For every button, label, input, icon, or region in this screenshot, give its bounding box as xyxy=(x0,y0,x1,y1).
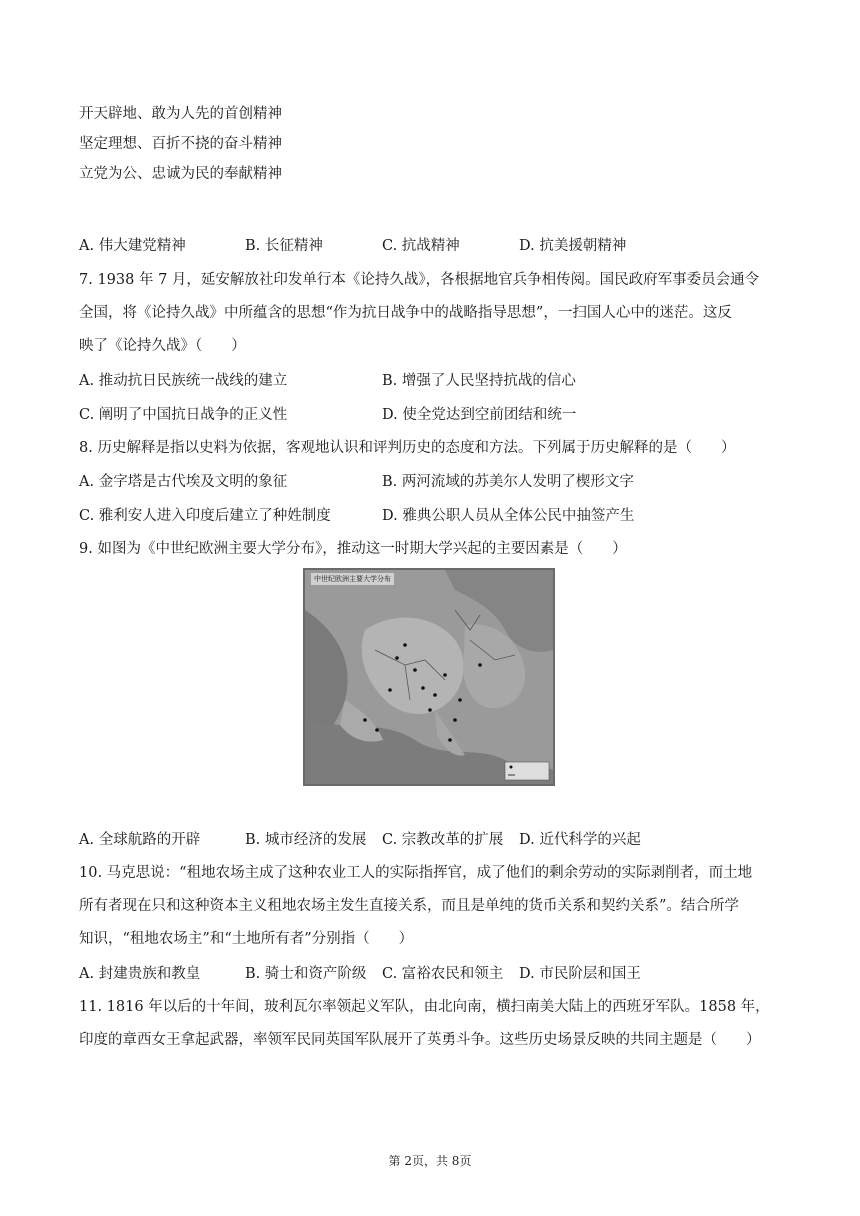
q8-option-a: A. 金字塔是古代埃及文明的象征 xyxy=(79,474,288,490)
q8-stem: 8. 历史解释是指以史料为依据，客观地认识和评判历史的态度和方法。下列属于历史解释的是（ ） xyxy=(79,440,736,456)
spirit-line-2: 坚定理想、百折不挠的奋斗精神 xyxy=(79,136,282,152)
q7-option-c: C. 阐明了中国抗日战争的正义性 xyxy=(79,407,288,423)
q9-option-a: A. 全球航路的开辟 xyxy=(79,832,201,848)
q7-stem-line-3: 映了《论持久战》（ ） xyxy=(79,338,246,354)
q7-option-a: A. 推动抗日民族统一战线的建立 xyxy=(79,373,288,389)
q7-option-b: B. 增强了人民坚持抗战的信心 xyxy=(382,373,576,389)
q8-option-c: C. 雅利安人进入印度后建立了种姓制度 xyxy=(79,508,331,524)
q9-stem: 9. 如图为《中世纪欧洲主要大学分布》，推动这一时期大学兴起的主要因素是（ ） xyxy=(79,541,627,557)
q10-option-c: C. 富裕农民和领主 xyxy=(382,966,504,982)
q6-option-b: B. 长征精神 xyxy=(245,238,323,254)
map-graphic xyxy=(305,570,553,784)
q10-option-b: B. 骑士和资产阶级 xyxy=(245,966,367,982)
q7-stem-line-2: 全国，将《论持久战》中所蕴含的思想“作为抗日战争中的战略指导思想”，一扫国人心中的迷茫。这反 xyxy=(79,305,732,321)
spirit-line-3: 立党为公、忠诚为民的奉献精神 xyxy=(79,166,282,182)
q8-option-b: B. 两河流域的苏美尔人发明了楔形文字 xyxy=(382,474,634,490)
q10-stem-line-1: 10. 马克思说：“租地农场主成了这种农业工人的实际指挥官，成了他们的剩余劳动的实际剥削者，而土地 xyxy=(79,865,753,881)
q6-option-c: C. 抗战精神 xyxy=(382,238,460,254)
q10-option-d: D. 市民阶层和国王 xyxy=(519,966,641,982)
map-title: 中世纪欧洲主要大学分布 xyxy=(311,573,394,585)
spirit-line-1: 开天辟地、敢为人先的首创精神 xyxy=(79,106,282,122)
q6-option-a: A. 伟大建党精神 xyxy=(79,238,186,254)
q6-option-d: D. 抗美援朝精神 xyxy=(519,238,627,254)
q10-option-a: A. 封建贵族和教皇 xyxy=(79,966,201,982)
page-number-footer: 第 2页，共 8页 xyxy=(388,1154,472,1168)
q9-option-c: C. 宗教改革的扩展 xyxy=(382,832,504,848)
q11-stem-line-1: 11. 1816 年以后的十年间，玻利瓦尔率领起义军队，由北向南，横扫南美大陆上的西班牙军队。1858 年， xyxy=(79,999,770,1015)
q10-stem-line-3: 知识，“租地农场主”和“土地所有者”分别指（ ） xyxy=(79,931,414,947)
q11-stem-line-2: 印度的章西女王拿起武器，率领军民同英国军队展开了英勇斗争。这些历史场景反映的共同主题是（ ） xyxy=(79,1032,761,1048)
q7-stem-line-1: 7. 1938 年 7 月，延安解放社印发单行本《论持久战》，各根据地官兵争相传阅。国民政府军事委员会通令 xyxy=(79,272,760,288)
q10-stem-line-2: 所有者现在只和这种资本主义租地农场主发生直接关系，而且是单纯的货币关系和契约关系”。结合所学 xyxy=(79,898,739,914)
q7-option-d: D. 使全党达到空前团结和统一 xyxy=(382,407,577,423)
q9-option-d: D. 近代科学的兴起 xyxy=(519,832,641,848)
q9-option-b: B. 城市经济的发展 xyxy=(245,832,367,848)
q8-option-d: D. 雅典公职人员从全体公民中抽签产生 xyxy=(382,508,635,524)
medieval-universities-map xyxy=(303,568,555,786)
